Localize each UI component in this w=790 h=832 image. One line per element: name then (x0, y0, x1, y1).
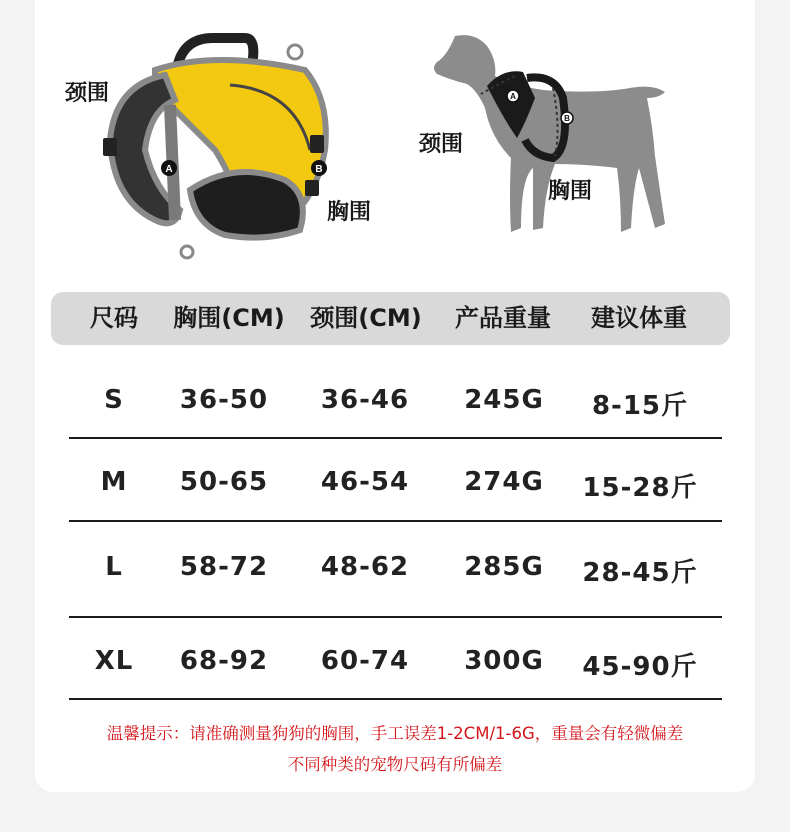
size-table-header (51, 292, 730, 345)
harness-neck-label: 颈围 (65, 81, 110, 106)
row-divider (69, 520, 722, 522)
measurement-tip-note: 温馨提示：请准确测量狗狗的胸围，手工误差1-2CM/1-6G，重量会有轻微偏差 (106, 724, 684, 743)
cell-weight: 285G (464, 552, 544, 582)
cell-chest: 50-65 (179, 467, 269, 497)
row-divider (69, 698, 722, 700)
cell-dog-weight: 28-45斤 (582, 558, 698, 588)
header-chest: 胸围(CM) (173, 304, 285, 332)
row-divider (69, 616, 722, 618)
cell-size: M (100, 467, 128, 497)
cell-weight: 274G (464, 467, 544, 497)
marker-b-label: B (315, 164, 323, 175)
dog-chest-label: 胸围 (548, 179, 593, 204)
cell-neck: 46-54 (320, 467, 410, 497)
cell-neck: 60-74 (320, 646, 410, 676)
row-divider (69, 437, 722, 439)
cell-dog-weight: 45-90斤 (582, 652, 698, 682)
cell-dog-weight: 15-28斤 (582, 473, 698, 503)
cell-weight: 245G (464, 385, 544, 415)
cell-chest: 58-72 (179, 552, 269, 582)
marker-a-label: A (165, 164, 173, 175)
cell-dog-weight: 8-15斤 (591, 391, 689, 421)
header-neck: 颈围(CM) (310, 304, 422, 332)
header-weight: 产品重量 (455, 304, 551, 332)
cell-weight: 300G (464, 646, 544, 676)
cell-size: S (104, 385, 124, 415)
cell-neck: 48-62 (320, 552, 410, 582)
header-dog-weight: 建议体重 (591, 304, 687, 332)
cell-chest: 68-92 (179, 646, 269, 676)
header-size: 尺码 (90, 304, 138, 332)
cell-neck: 36-46 (320, 385, 410, 415)
harness-chest-label: 胸围 (327, 200, 372, 225)
dog-marker-a-label: A (510, 92, 516, 101)
harness-illustration (95, 30, 345, 260)
cell-size: XL (94, 646, 134, 676)
breed-variation-note: 不同种类的宠物尺码有所偏差 (287, 755, 503, 774)
cell-size: L (105, 552, 123, 582)
dog-marker-b-label: B (564, 114, 570, 123)
cell-chest: 36-50 (179, 385, 269, 415)
dog-neck-label: 颈围 (419, 132, 464, 157)
